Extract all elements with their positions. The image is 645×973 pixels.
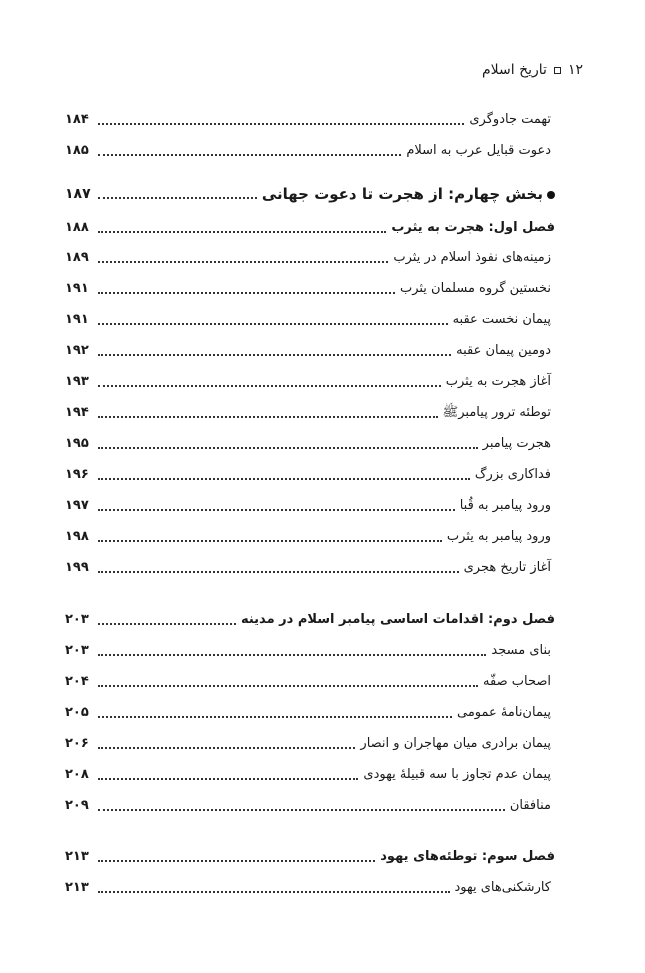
dot-leader [98,291,395,294]
toc-entry-title [262,184,555,204]
toc-page-number: ۲۰۴ [65,674,89,689]
dot-leader [98,322,448,325]
toc-row [65,246,555,268]
dot-leader [98,384,441,387]
toc-page-number: ۱۹۵ [65,436,89,451]
toc-entry-text: منافقان [509,798,551,813]
toc-entry-title [380,847,555,867]
toc-entry-title [464,558,555,578]
toc-page-number: ۱۸۸ [65,220,89,235]
dot-leader [98,353,451,356]
toc-row [65,370,555,392]
toc-entry-text: زمینه‌های نفوذ اسلام در یثرب [393,250,551,265]
dot-leader [98,715,452,718]
dot-leader [98,859,375,862]
toc-page-number: ۱۹۲ [65,343,89,358]
toc-entry-text: فصل دوم: اقدامات اساسی پیامبر اسلام در مدینه [240,612,555,627]
toc-page-number: ۲۰۵ [65,705,89,720]
toc-page-number: ۲۰۶ [65,736,89,751]
toc-chapter-row [65,216,555,238]
toc-row [65,701,555,723]
toc-entry-title [446,372,555,392]
toc-page-number: ۱۹۴ [65,405,89,420]
toc-entry-title [491,641,555,661]
toc-entry-title [483,672,555,692]
dot-leader [98,508,455,511]
toc-entry-text: آغاز تاریخ هجری [463,560,551,575]
toc-entry-text: دعوت قبایل عرب به اسلام [406,143,551,158]
toc-entry-text: دومین پیمان عقبه [456,343,551,358]
toc-entry-text: نخستین گروه مسلمان یثرب [399,281,551,296]
toc-row [65,139,555,161]
dot-leader [98,260,388,263]
toc-entry-title [469,110,555,130]
toc-entry-title [456,341,555,361]
toc-page-number: ۱۹۷ [65,498,89,513]
toc-entry-text: فصل سوم: توطئه‌های یهود [380,849,555,864]
toc-page-number: ۲۱۳ [65,849,89,864]
toc-entry-text: ورود پیامبر به یثرب [446,529,551,544]
toc-row [65,494,555,516]
dot-leader [98,808,505,811]
toc-entry-title [457,703,555,723]
toc-row [65,639,555,661]
dot-leader [98,477,470,480]
toc-entry-title [360,734,555,754]
toc-row [65,108,555,130]
toc-entry-text: پیمان‌نامهٔ عمومی [457,705,551,720]
toc-page-number: ۱۹۱ [65,312,89,327]
page-header [62,62,583,78]
dot-leader [98,122,464,125]
toc-entry-text: بخش چهارم: از هجرت تا دعوت جهانی [261,185,543,203]
toc-entry-title [483,434,555,454]
toc-entry-text: آغاز هجرت به یثرب [445,374,551,389]
toc-entry-text: کارشکنی‌های یهود [454,880,551,895]
bullet-icon [547,191,555,199]
toc-chapter-row [65,608,555,630]
toc-page-number: ۱۹۹ [65,560,89,575]
toc-entry-title [443,403,555,423]
dot-leader [98,153,401,156]
toc-chapter-row [65,845,555,867]
toc-page-number: ۲۰۳ [65,643,89,658]
toc-entry-text: ورود پیامبر به قُبا [459,498,551,513]
toc-entry-title [241,610,555,630]
toc-entry-text: توطئه ترور پیامبرﷺ [442,405,551,420]
dot-leader [98,622,236,625]
page-number: ۱۲ [567,62,583,78]
toc-entry-title [363,765,555,785]
toc-entry-title [453,310,555,330]
toc-page-number: ۱۸۷ [65,186,91,202]
toc-row [65,463,555,485]
toc-row [65,525,555,547]
dot-leader [98,446,478,449]
toc-entry-title [391,218,555,238]
toc-entry-title [475,465,555,485]
toc-entry-text: هجرت پیامبر [482,436,551,451]
dot-leader [98,890,450,893]
toc-row [65,339,555,361]
toc-row [65,732,555,754]
dot-leader [98,230,386,233]
toc-row [65,670,555,692]
toc-entry-text: فصل اول: هجرت به یثرب [391,220,555,235]
toc-page-number: ۱۸۵ [65,143,89,158]
dot-leader [98,415,438,418]
toc-row [65,432,555,454]
toc-entry-text: پیمان عدم تجاوز با سه قبیلهٔ یهودی [363,767,551,782]
toc-entry-title [393,248,555,268]
dot-leader [98,196,257,199]
dot-leader [98,570,459,573]
toc-row [65,556,555,578]
toc-entry-text: پیمان برادری میان مهاجران و انصار [360,736,551,751]
toc-page-number: ۲۱۳ [65,880,89,895]
toc-entry-title [455,878,556,898]
toc-entry-title [460,496,555,516]
toc-page-number: ۱۹۱ [65,281,89,296]
toc-row [65,401,555,423]
toc-page-number: ۱۸۴ [65,112,89,127]
toc-page-number: ۱۹۶ [65,467,89,482]
toc-entry-text: فداکاری بزرگ [474,467,551,482]
toc-page-number: ۲۰۹ [65,798,89,813]
toc-entry-title [447,527,555,547]
dot-leader [98,777,358,780]
book-title: تاریخ اسلام [482,62,547,78]
toc-row [65,308,555,330]
toc-entry-text: پیمان نخست عقبه [452,312,551,327]
toc-page-number: ۲۰۳ [65,612,89,627]
toc-entry-title [400,279,555,299]
toc-entry-text: اصحاب صفّه [483,674,551,689]
toc-page-number: ۱۹۳ [65,374,89,389]
toc-entry-title [510,796,555,816]
toc-entry-text: بنای مسجد [491,643,551,658]
toc-part-row [65,182,555,204]
square-icon [554,67,561,74]
dot-leader [98,684,478,687]
toc-row [65,277,555,299]
toc-entry-title [406,141,555,161]
toc-page-number: ۱۹۸ [65,529,89,544]
toc-row [65,794,555,816]
dot-leader [98,746,355,749]
toc-entry-text: تهمت جادوگری [469,112,551,127]
toc-page-number: ۲۰۸ [65,767,89,782]
toc-row [65,763,555,785]
dot-leader [98,539,442,542]
dot-leader [98,653,486,656]
toc-page-number: ۱۸۹ [65,250,89,265]
toc-row [65,876,555,898]
